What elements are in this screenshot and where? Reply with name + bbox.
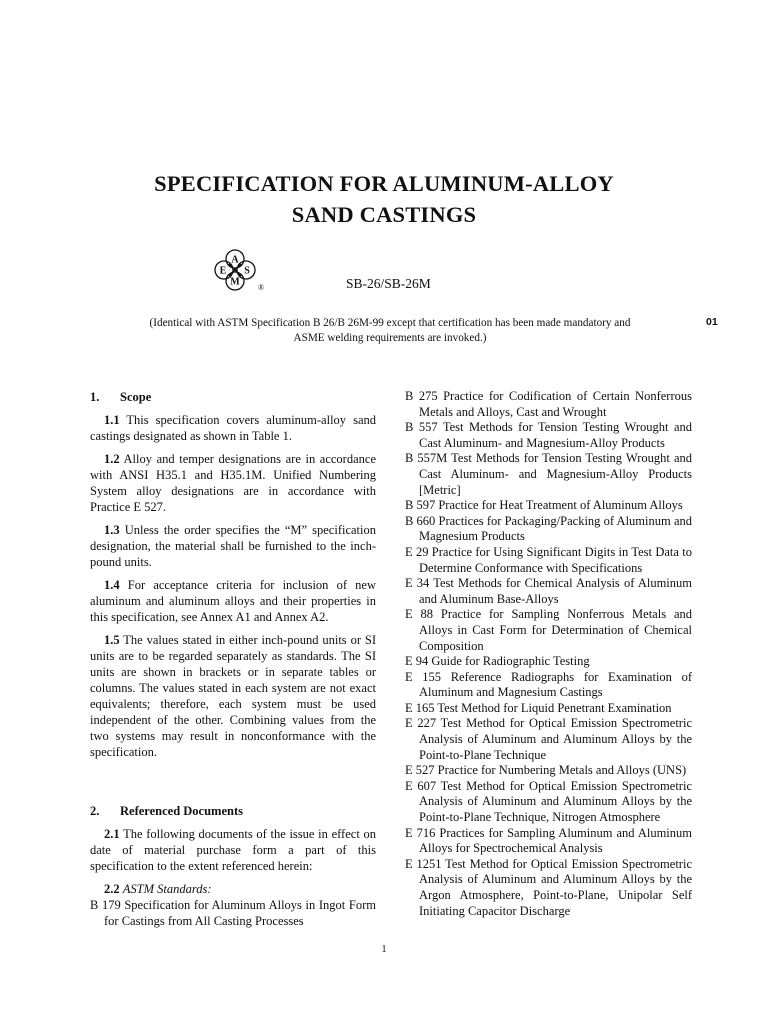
paragraph-number: 2.1 [104,827,120,841]
section-spacer [90,767,376,803]
reference-item: E 716 Practices for Sampling Aluminum and Aluminum Alloys for Spectrochemical Analysis [405,825,692,856]
logo-letter-e: E [219,265,227,277]
reference-item: E 94 Guide for Radiographic Testing [405,654,590,669]
spec-number: SB-26/SB-26M [346,276,431,291]
paragraph-1-4 [90,577,376,625]
paragraph-1-5 [90,632,376,760]
logo-letter-a: A [231,254,239,266]
reference-item: B 660 Practices for Packaging/Packing of Aluminum and Magnesium Products [405,513,692,544]
reference-item: E 165 Test Method for Liquid Penetrant Examination [405,700,672,715]
paragraph-text: This specification covers aluminum-alloy sand castings designated as shown in Table 1. [90,413,376,443]
paragraph-text: For acceptance criteria for inclusion of new aluminum and aluminum alloys and their properties in this specification, see Annex A1 and Annex A2. [90,578,376,624]
reference-item: E 34 Test Methods for Chemical Analysis of Aluminum and Aluminum Base-Alloys [405,576,692,606]
paragraph-1-2 [90,451,376,515]
paragraph-number: 1.5 [104,633,120,647]
title-line-1: SPECIFICATION FOR ALUMINUM-ALLOY [154,171,614,196]
section-1-heading [90,389,376,405]
section-1-number: 1. [90,390,100,404]
reference-item: E 1251 Test Method for Optical Emission Spectrometric Analysis of Aluminum and Aluminum Alloys by the Argon Atmosphere, Point-to-Plane, Unipolar Self Initiating Capacitor Discharge [405,856,692,918]
section-1-title: Scope [120,390,152,404]
left-column [90,389,376,929]
logo-letter-m: M [230,276,240,288]
paragraph-number: 1.3 [104,523,120,537]
document-title [0,168,768,230]
identical-note-line-1: (Identical with ASTM Specification B 26/B 26M-99 except that certification has been made mandatory and [149,317,631,329]
reference-item: B 557 Test Methods for Tension Testing Wrought and Cast Aluminum- and Magnesium-Alloy Products [405,420,692,450]
identical-note-line-2: ASME welding requirements are invoked.) [293,331,487,344]
reference-item: B 557M Test Methods for Tension Testing Wrought and Cast Aluminum- and Magnesium-Alloy Products [Metric] [405,451,692,497]
paragraph-text: The following documents of the issue in effect on date of material purchase form a part of this specification to the extent referenced herein: [90,827,376,873]
logo-letter-s: S [244,265,250,277]
right-column [405,389,692,919]
paragraph-2-1 [90,826,376,874]
reference-item: E 29 Practice for Using Significant Digits in Test Data to Determine Conformance with Specifications [405,544,692,575]
reference-item: B 179 Specification for Aluminum Alloys in Ingot Form for Castings from All Casting Processes [90,898,376,928]
paragraph-text: Alloy and temper designations are in accordance with ANSI H35.1 and H35.1M. Unified Numbering System alloy designations are in accordance with Practice E 527. [90,452,376,514]
section-2-title: Referenced Documents [120,804,243,818]
identical-note [130,316,650,345]
section-2-heading [90,803,376,819]
revision-margin-mark: 01 [706,316,718,328]
paragraph-1-3 [90,522,376,570]
paragraph-1-1 [90,412,376,444]
title-line-2: SAND CASTINGS [291,202,477,227]
paragraph-text: Unless the order specifies the “M” specification designation, the material shall be furnished to the inch-pound units. [90,523,376,569]
paragraph-number: 1.4 [104,578,120,592]
astm-standards-label: ASTM Standards: [122,882,212,896]
reference-item: B 275 Practice for Codification of Certain Nonferrous Metals and Alloys, Cast and Wrought [405,389,692,419]
reference-item: E 88 Practice for Sampling Nonferrous Metals and Alloys in Cast Form for Determination of Chemical Composition [405,607,692,653]
reference-item: E 227 Test Method for Optical Emission Spectrometric Analysis of Aluminum and Aluminum Alloys by the Point-to-Plane Technique [405,716,692,762]
registered-mark: ® [257,283,265,292]
paragraph-number: 1.2 [104,452,120,466]
reference-item: E 527 Practice for Numbering Metals and Alloys (UNS) [405,763,687,778]
reference-item: E 155 Reference Radiographs for Examination of Aluminum and Magnesium Castings [405,669,692,700]
section-2-number: 2. [90,804,100,818]
paragraph-number: 1.1 [104,413,120,427]
asme-clover-logo-icon [208,248,268,294]
paragraph-text: The values stated in either inch-pound units or SI units are to be regarded separately as standards. The SI units are shown in brackets or in separate tables or columns. The values stated in each system are not exact equivalents; therefore, each system must be used independent of the other. Combining values from the two systems may result in nonconformance with the specification. [90,633,376,759]
page-number: 1 [381,944,387,955]
subsection-2-2-heading [90,881,376,897]
reference-item: E 607 Test Method for Optical Emission Spectrometric Analysis of Aluminum and Aluminum Alloys by the Point-to-Plane Technique, Nitrogen Atmosphere [405,778,692,825]
reference-item: B 597 Practice for Heat Treatment of Aluminum Alloys [405,498,683,513]
paragraph-number: 2.2 [104,882,120,896]
